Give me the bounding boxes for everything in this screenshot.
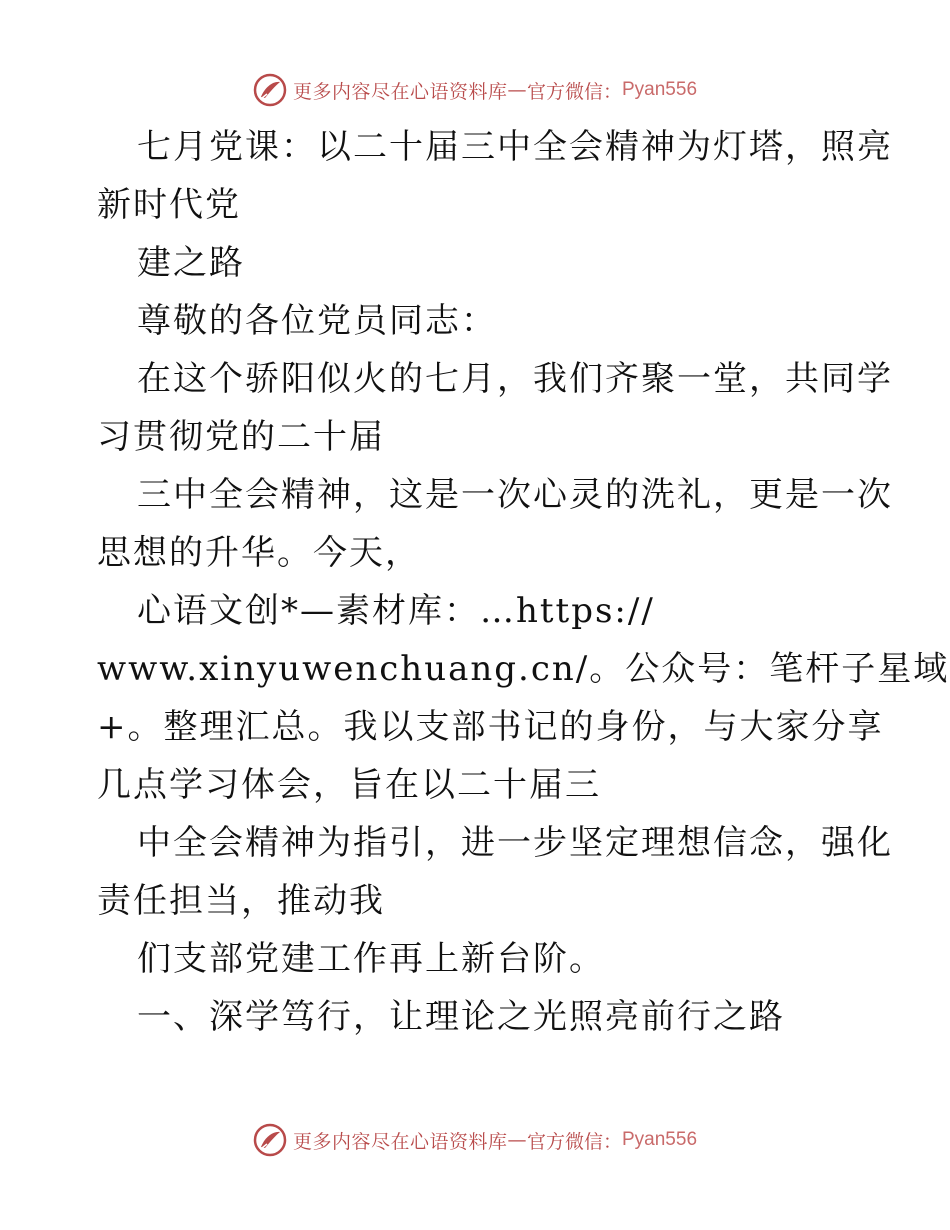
paragraph-line: 心语文创*—素材库：…https:// (137, 591, 655, 631)
paragraph-line: 思想的升华。今天， (97, 533, 421, 573)
watermark-dash: — (507, 79, 527, 101)
title-line-3: 建之路 (137, 243, 245, 283)
watermark-text: 更多内容尽在心语资料库 (292, 1130, 508, 1153)
salutation: 尊敬的各位党员同志： (137, 301, 497, 341)
watermark-dash: — (507, 1129, 527, 1151)
document-body (97, 118, 950, 1046)
title-line-2: 新时代党 (97, 185, 241, 225)
watermark-wechat-id: Pyan556 (622, 1129, 698, 1150)
pen-logo-icon (253, 1123, 287, 1157)
paragraph-line: +。整理汇总。我以支部书记的身份，与大家分享 (97, 707, 884, 747)
watermark-text: 更多内容尽在心语资料库 (292, 80, 508, 103)
watermark-wechat-id: Pyan556 (622, 79, 698, 100)
paragraph-line: 习贯彻党的二十届 (97, 417, 385, 457)
title-line-1: 七月党课：以二十届三中全会精神为灯塔，照亮 (137, 127, 893, 167)
watermark-wechat-label: 官方微信： (526, 80, 622, 103)
pen-logo-icon (253, 73, 287, 107)
paragraph-line: 们支部党建工作再上新台阶。 (137, 939, 605, 979)
paragraph-line: 中全会精神为指引，进一步坚定理想信念，强化 (137, 823, 893, 863)
header-watermark (0, 70, 950, 110)
paragraph-line: 在这个骄阳似火的七月，我们齐聚一堂，共同学 (137, 359, 893, 399)
watermark-wechat-label: 官方微信： (526, 1130, 622, 1153)
paragraph-line: 几点学习体会，旨在以二十届三 (97, 765, 601, 805)
section-heading: 一、深学笃行，让理论之光照亮前行之路 (137, 997, 785, 1037)
paragraph-line: 三中全会精神，这是一次心灵的洗礼，更是一次 (137, 475, 893, 515)
url-line: www.xinyuwenchuang.cn/。公众号：笔杆子星域 (97, 649, 950, 689)
footer-watermark (0, 1120, 950, 1160)
paragraph-line: 责任担当，推动我 (97, 881, 385, 921)
